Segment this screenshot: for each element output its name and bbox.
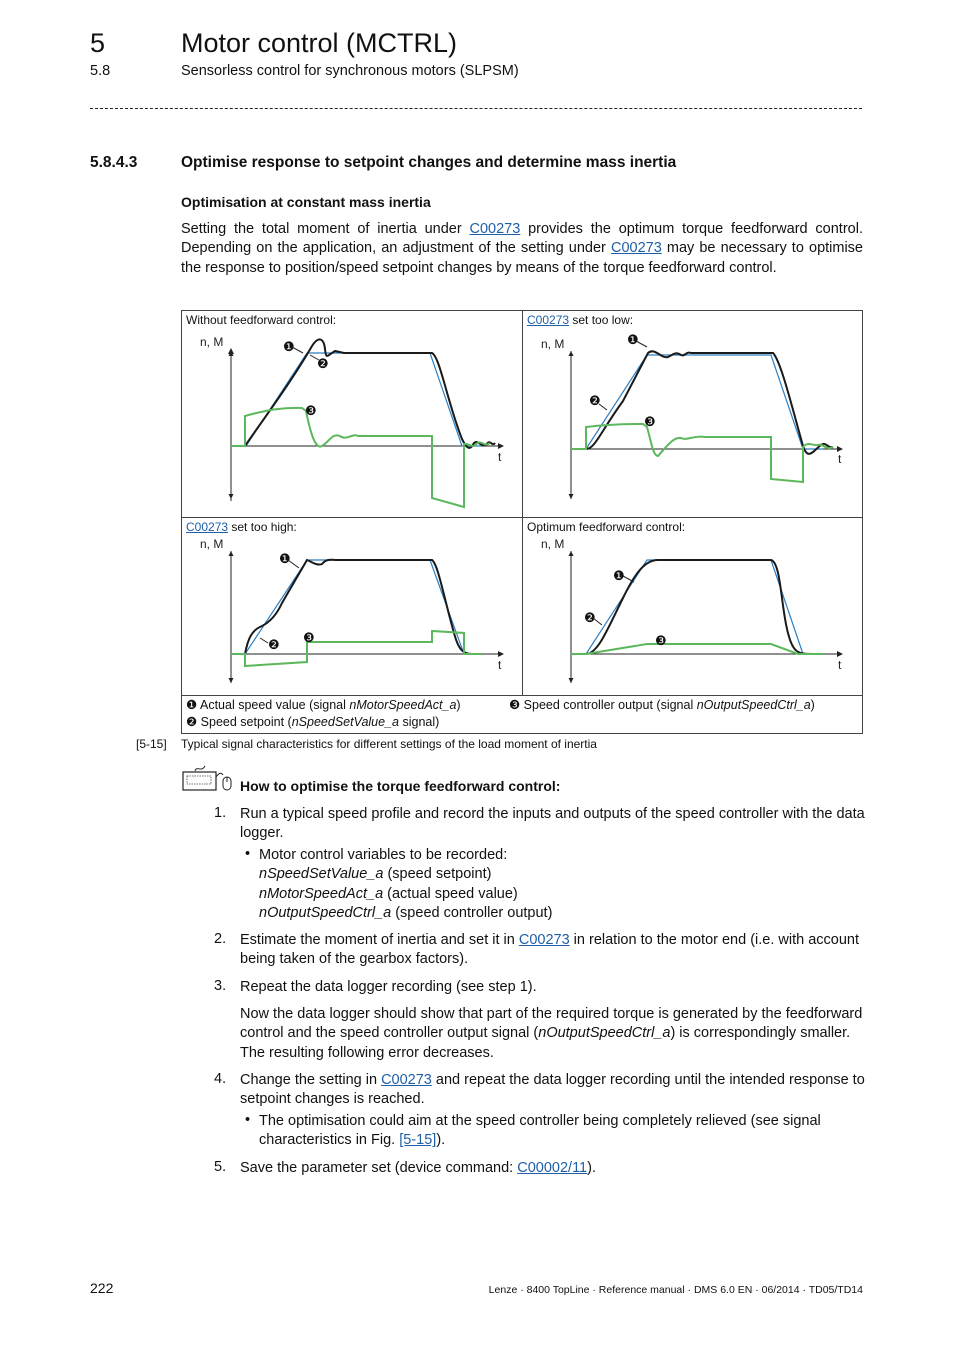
svg-text:n, M: n, M [541,337,565,351]
figure-number: [5-15] [136,737,167,751]
chapter-title: Motor control (MCTRL) [181,28,458,58]
legend-item-controller: ❸ Speed controller output (signal nOutputSpeedCtrl_a) [509,698,815,712]
signal-figure [181,310,863,734]
panel-without-feedforward [182,311,523,518]
subsection-number: 5.8.4.3 [90,154,138,171]
svg-text:t: t [498,658,502,672]
step-1-bullet: Motor control variables to be recorded: nSpeedSetValue_a (speed setpoint) nMotorSpeedAct_a (actual speed value) nOutputSpeedCtrl_a (speed controller output) [259,847,553,921]
c00273-link[interactable]: C00273 [527,313,570,327]
svg-text:t: t [498,450,502,464]
step-number: 5. [214,1159,227,1175]
step-4-text: Change the setting in C00273 and repeat the data logger recording until the intended response to setpoint changes is reached. [240,1072,865,1108]
section-title: Sensorless control for synchronous motors (SLPSM) [181,63,519,79]
page-number: 222 [90,1280,114,1296]
c00273-link[interactable]: C00273 [381,1072,432,1088]
figure-legend [182,695,862,734]
c00273-link[interactable]: C00273 [610,240,662,257]
bullet-icon: • [245,846,251,862]
bullet-icon: • [245,1112,251,1128]
svg-text:❸: ❸ [303,630,315,645]
step-number: 2. [214,931,227,947]
signal-plot [182,311,523,518]
footer-info: Lenze · 8400 TopLine · Reference manual · DMS 6.0 EN · 06/2014 · TD05/TD14 [488,1284,863,1296]
svg-text:❸: ❸ [305,403,317,418]
legend-item-setpoint: ❷ Speed setpoint (nSpeedSetValue_a signal) [186,715,440,729]
svg-text:❸: ❸ [655,633,667,648]
subsection-title: Optimise response to setpoint changes and determine mass inertia [181,154,677,171]
legend-item-actual: ❶ Actual speed value (signal nMotorSpeedAct_a) [186,698,461,712]
c00273-link[interactable]: C00273 [469,221,521,237]
chapter-number: 5 [90,28,106,58]
panel-too-high [182,518,523,695]
svg-text:❷: ❷ [584,610,596,625]
header-divider [90,108,862,109]
panel-title: Without feedforward control: [186,313,337,327]
c00273-link[interactable]: C00273 [518,932,570,948]
signal-plot [182,518,523,695]
panel-too-low [523,311,862,518]
svg-text:❷: ❷ [317,356,329,371]
svg-text:❷: ❷ [268,637,280,652]
keyboard-mouse-icon [181,763,235,793]
step-4-bullet: The optimisation could aim at the speed controller being completely relieved (see signal characteristics in Fig. [5-15]). [259,1113,821,1149]
svg-text:❶: ❶ [283,339,295,354]
intro-paragraph: Setting the total moment of inertia under C00273 provides the optimum torque feedforward control. Depending on the application, an adjustment of the setting under C00273 may be necessary to optimise the response to position/speed setpoint changes by means of the torque feedforward control. [181,221,863,276]
svg-text:n, M: n, M [541,537,565,551]
step-number: 3. [214,978,227,994]
signal-plot [523,518,862,695]
svg-text:n, M: n, M [200,335,224,349]
step-3-note: Now the data logger should show that part of the required torque is generated by the feedforward control and the speed controller output signal (nOutputSpeedCtrl_a) is correspondingly smaller. The resulting following error decreases. [240,1006,863,1061]
c00002-link[interactable]: C00002/11 [517,1160,588,1176]
step-2-text: Estimate the moment of inertia and set it in C00273 in relation to the motor end (i.e. with account being taken of the gearbox factors). [240,932,860,968]
panel-optimum [523,518,862,695]
svg-text:❶: ❶ [279,551,291,566]
step-3-text: Repeat the data logger recording (see step 1). [240,979,537,995]
section-number: 5.8 [90,63,111,79]
svg-text:t: t [838,452,842,466]
step-number: 1. [214,805,227,821]
c00273-link[interactable]: C00273 [186,520,229,534]
panel-title: Optimum feedforward control: [527,520,686,534]
figure-reference-link[interactable]: [5-15] [399,1132,437,1149]
howto-title: How to optimise the torque feedforward control: [240,778,561,794]
panel-title: C00273 set too low: [527,313,634,327]
svg-text:❶: ❶ [613,568,625,583]
svg-text:n, M: n, M [200,537,224,551]
svg-text:❶: ❶ [627,332,639,347]
subheading: Optimisation at constant mass inertia [181,194,431,210]
signal-plot [523,311,862,518]
step-number: 4. [214,1071,227,1087]
step-1-text: Run a typical speed profile and record the inputs and outputs of the speed controller with the data logger. [240,806,865,842]
svg-text:❸: ❸ [644,414,656,429]
figure-caption: Typical signal characteristics for different settings of the load moment of inertia [181,737,597,751]
svg-text:t: t [838,658,842,672]
svg-text:❷: ❷ [589,393,601,408]
step-5-text: Save the parameter set (device command: C00002/11). [240,1160,596,1176]
panel-title: C00273 set too high: [186,520,297,534]
